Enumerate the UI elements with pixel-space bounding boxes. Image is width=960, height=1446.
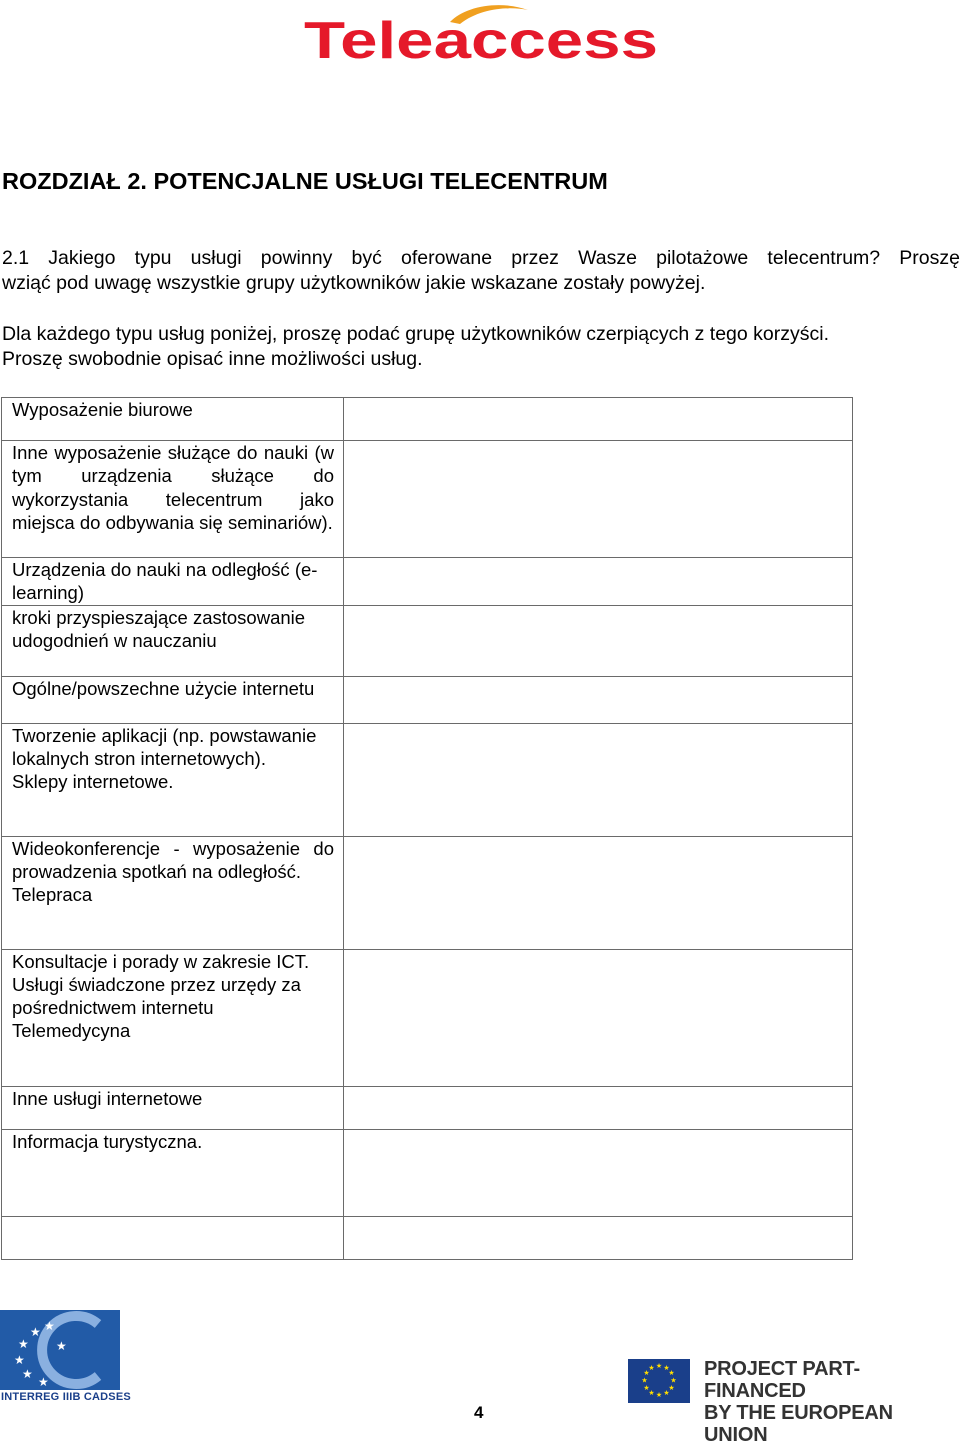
user-group-input-cell[interactable] xyxy=(344,836,853,949)
eu-funding-line-2: BY THE EUROPEAN UNION xyxy=(704,1402,893,1446)
svg-text:★: ★ xyxy=(663,1364,670,1372)
instruction-paragraph xyxy=(2,322,960,372)
question-line-1: 2.1 Jakiego typu usługi powinny być oferowane przez Wasze pilotażowe telecentrum? Proszę xyxy=(2,247,960,269)
table-row xyxy=(2,1216,853,1259)
service-label: Sklepy internetowe. xyxy=(12,771,174,793)
service-label-cell[interactable] xyxy=(2,1216,344,1259)
svg-text:★: ★ xyxy=(14,1353,25,1367)
service-label: Informacja turystyczna. xyxy=(12,1130,203,1152)
svg-text:★: ★ xyxy=(655,1362,663,1370)
user-group-input-cell[interactable] xyxy=(344,723,853,836)
user-group-input-cell[interactable] xyxy=(344,441,853,558)
svg-text:★: ★ xyxy=(30,1325,41,1339)
service-label: kroki przyspieszające zastosowanie udogodnień w nauczaniu xyxy=(12,606,306,651)
table-row xyxy=(2,558,853,606)
user-group-input-cell[interactable] xyxy=(344,605,853,676)
user-group-input-cell[interactable] xyxy=(344,1129,853,1216)
svg-text:★: ★ xyxy=(643,1369,650,1377)
table-row xyxy=(2,1086,853,1129)
service-label: Wyposażenie biurowe xyxy=(12,399,193,420)
service-label: Inne wyposażenie służące do nauki (w tym urządzenia służące do wykorzystania telecentrum jako miejsca do odbywania się seminariów). xyxy=(12,442,334,533)
service-label: Inne usługi internetowe xyxy=(12,1087,203,1109)
table-row xyxy=(2,398,853,441)
svg-text:★: ★ xyxy=(648,1389,655,1397)
instruction-line-1: Dla każdego typu usług poniżej, proszę podać grupę użytkowników czerpiących z tego korzyści. xyxy=(2,323,830,345)
service-label-cell xyxy=(2,949,344,1086)
service-label-cell xyxy=(2,398,344,441)
user-group-input-cell[interactable] xyxy=(344,949,853,1086)
table-row xyxy=(2,676,853,723)
interreg-label: INTERREG IIIB CADSES xyxy=(1,1391,131,1403)
question-line-2: wziąć pod uwagę wszystkie grupy użytkowników jakie wskazane zostały powyżej. xyxy=(2,272,706,294)
instruction-line-2: Proszę swobodnie opisać inne możliwości usług. xyxy=(2,348,423,370)
svg-text:★: ★ xyxy=(655,1391,663,1399)
svg-text:★: ★ xyxy=(648,1364,655,1372)
svg-text:★: ★ xyxy=(668,1384,675,1392)
svg-text:★: ★ xyxy=(670,1376,677,1385)
service-label-cell xyxy=(2,1086,344,1129)
svg-text:★: ★ xyxy=(38,1375,49,1389)
service-label: Konsultacje i porady w zakresie ICT. xyxy=(12,950,310,972)
user-group-input-cell[interactable] xyxy=(344,398,853,441)
question-paragraph xyxy=(2,246,960,296)
chapter-heading: ROZDZIAŁ 2. POTENCJALNE USŁUGI TELECENTRUM xyxy=(2,168,608,194)
table-row xyxy=(2,836,853,949)
svg-text:★: ★ xyxy=(668,1369,675,1377)
service-label-cell xyxy=(2,676,344,723)
svg-text:★: ★ xyxy=(663,1389,670,1397)
eu-funding-line-1: PROJECT PART-FINANCED xyxy=(704,1358,860,1402)
user-group-input-cell[interactable] xyxy=(344,558,853,606)
service-label: Telepraca xyxy=(12,884,93,906)
table-row xyxy=(2,605,853,676)
service-label-cell xyxy=(2,836,344,949)
service-label: Urządzenia do nauki na odległość (e-learning) xyxy=(12,559,318,604)
eu-funding-note xyxy=(704,1358,960,1446)
service-label: Tworzenie aplikacji (np. powstawanie lokalnych stron internetowych). xyxy=(12,724,317,769)
user-group-input-cell[interactable] xyxy=(344,1216,853,1259)
service-label: Ogólne/powszechne użycie internetu xyxy=(12,677,315,699)
logo-text: Teleaccess xyxy=(304,12,658,70)
service-label: Usługi świadczone przez urzędy za pośrednictwem internetu xyxy=(12,973,301,1019)
services-table xyxy=(1,397,853,1260)
service-label-cell xyxy=(2,441,344,558)
service-label: Wideokonferencje - wyposażenie do prowadzenia spotkań na odległość. xyxy=(12,837,334,882)
svg-text:★: ★ xyxy=(18,1337,29,1351)
svg-text:★: ★ xyxy=(643,1384,650,1392)
service-label-cell xyxy=(2,558,344,606)
svg-text:★: ★ xyxy=(56,1339,67,1353)
eu-flag-icon xyxy=(628,1359,690,1403)
service-label-cell xyxy=(2,605,344,676)
svg-text:★: ★ xyxy=(641,1376,648,1385)
svg-text:★: ★ xyxy=(44,1319,55,1333)
svg-text:★: ★ xyxy=(22,1367,33,1381)
table-row xyxy=(2,949,853,1086)
teleaccess-logo xyxy=(300,0,662,70)
table-row xyxy=(2,441,853,558)
user-group-input-cell[interactable] xyxy=(344,1086,853,1129)
table-row xyxy=(2,723,853,836)
service-label-cell xyxy=(2,723,344,836)
service-label-cell xyxy=(2,1129,344,1216)
page-number: 4 xyxy=(474,1403,484,1422)
user-group-input-cell[interactable] xyxy=(344,676,853,723)
table-row xyxy=(2,1129,853,1216)
service-label: Telemedycyna xyxy=(12,1020,131,1042)
